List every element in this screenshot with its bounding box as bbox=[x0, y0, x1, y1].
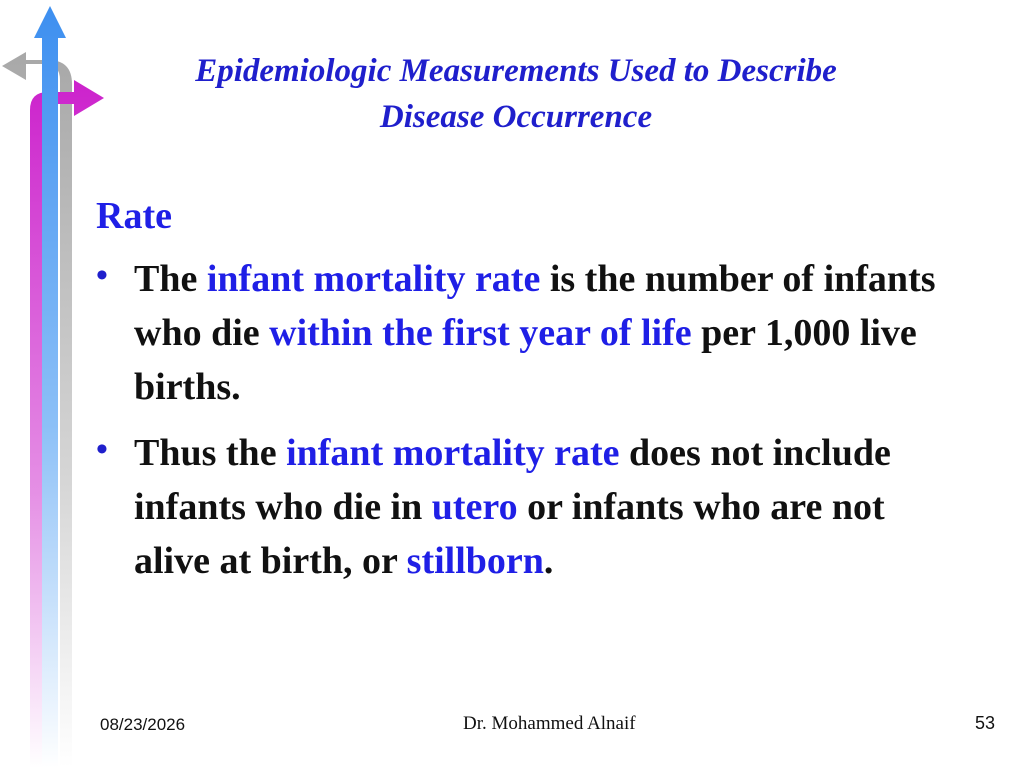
bullet-1-text-2: is the number of infants who die bbox=[134, 258, 936, 354]
bullet-1-highlight-2: within the first year of life bbox=[269, 312, 692, 354]
bullet-item-1 bbox=[96, 252, 966, 414]
bullet-1-text-1: The bbox=[134, 258, 207, 300]
bullet-2-highlight-3: stillborn bbox=[406, 540, 544, 582]
title-line-1: Epidemiologic Measurements Used to Describe bbox=[195, 53, 837, 89]
bullet-item-2 bbox=[96, 426, 966, 588]
bullet-dot-icon: • bbox=[96, 431, 108, 468]
decorative-arrows bbox=[0, 0, 110, 768]
slide-title bbox=[110, 48, 922, 140]
bullet-1-highlight-1: infant mortality rate bbox=[206, 258, 541, 300]
section-heading: Rate bbox=[96, 195, 172, 237]
footer-author: Dr. Mohammed Alnaif bbox=[463, 713, 636, 734]
bullet-2-highlight-2: utero bbox=[431, 486, 518, 528]
bullet-1-text-3: per 1,000 live births. bbox=[134, 312, 917, 408]
bullet-dot-icon: • bbox=[96, 257, 108, 294]
page-number: 53 bbox=[975, 713, 996, 733]
footer-date: 08/23/2026 bbox=[100, 715, 186, 734]
bullet-2-text-1: Thus the bbox=[134, 432, 287, 474]
title-line-2: Disease Occurrence bbox=[379, 99, 653, 135]
bullet-2-text-3: or infants who are not alive at birth, or bbox=[134, 486, 885, 582]
bullet-2-text-4: . bbox=[543, 540, 554, 582]
bullet-list bbox=[96, 252, 966, 600]
bullet-2-highlight-1: infant mortality rate bbox=[286, 432, 620, 474]
bullet-2-text-2: does not include infants who die in bbox=[134, 432, 891, 528]
